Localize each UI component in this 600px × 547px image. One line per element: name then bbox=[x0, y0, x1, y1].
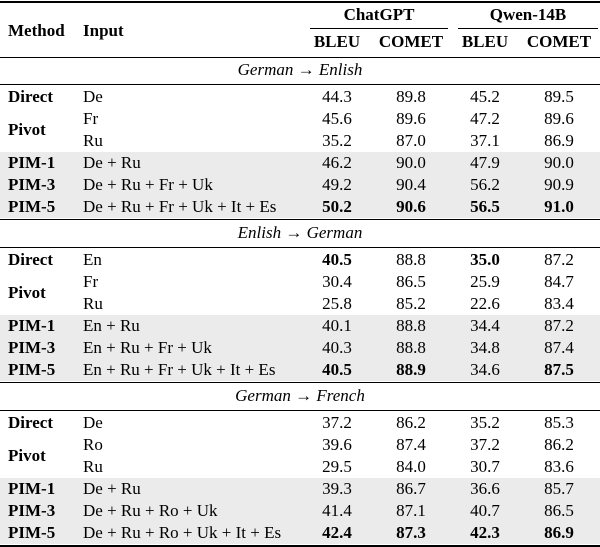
score-cell: 90.0 bbox=[544, 153, 574, 172]
section-title-rule bbox=[0, 410, 600, 411]
score-cell: 40.1 bbox=[322, 316, 352, 335]
score-cell: 39.3 bbox=[322, 479, 352, 498]
score-cell: 88.8 bbox=[396, 338, 426, 357]
score-cell: 35.2 bbox=[322, 131, 352, 150]
section-bottom-rule bbox=[0, 219, 600, 220]
score-cell: 88.8 bbox=[396, 316, 426, 335]
section-title-rule bbox=[0, 84, 600, 85]
score-cell: 88.8 bbox=[396, 250, 426, 269]
input-label: De bbox=[83, 413, 103, 432]
method-label: PIM-5 bbox=[8, 197, 56, 216]
score-cell: 89.5 bbox=[544, 87, 574, 106]
input-label: En + Ru bbox=[83, 316, 140, 335]
input-label: De bbox=[83, 87, 103, 106]
method-label: PIM-5 bbox=[8, 523, 56, 542]
section-bottom-rule bbox=[0, 382, 600, 383]
score-cell: 40.5 bbox=[322, 250, 352, 269]
input-label: Ru bbox=[83, 294, 103, 313]
method-label: Direct bbox=[8, 87, 53, 106]
method-label: PIM-1 bbox=[8, 153, 56, 172]
qwen-comet-header: COMET bbox=[526, 32, 592, 51]
input-label: Ru bbox=[83, 131, 103, 150]
method-header: Method bbox=[8, 21, 65, 40]
score-cell: 88.9 bbox=[396, 360, 426, 379]
score-cell: 86.7 bbox=[396, 479, 426, 498]
section-title: German → Enlish bbox=[237, 60, 363, 79]
score-cell: 49.2 bbox=[322, 175, 352, 194]
score-cell: 40.7 bbox=[470, 501, 500, 520]
method-label: PIM-3 bbox=[8, 175, 56, 194]
input-label: Fr bbox=[83, 272, 99, 291]
method-label: Direct bbox=[8, 250, 53, 269]
input-label: De + Ru + Fr + Uk bbox=[83, 175, 213, 194]
score-cell: 34.8 bbox=[470, 338, 500, 357]
score-cell: 34.6 bbox=[470, 360, 500, 379]
method-label: Pivot bbox=[8, 120, 46, 139]
score-cell: 87.4 bbox=[396, 435, 426, 454]
score-cell: 40.3 bbox=[322, 338, 352, 357]
score-cell: 87.1 bbox=[396, 501, 426, 520]
score-cell: 89.6 bbox=[396, 109, 426, 128]
score-cell: 40.5 bbox=[322, 360, 352, 379]
score-cell: 44.3 bbox=[322, 87, 352, 106]
chatgpt-comet-header: COMET bbox=[378, 32, 444, 51]
score-cell: 41.4 bbox=[322, 501, 352, 520]
score-cell: 47.2 bbox=[470, 109, 500, 128]
score-cell: 35.2 bbox=[470, 413, 500, 432]
method-label: PIM-1 bbox=[8, 479, 56, 498]
score-cell: 90.9 bbox=[544, 175, 574, 194]
method-label: Pivot bbox=[8, 446, 46, 465]
score-cell: 89.8 bbox=[396, 87, 426, 106]
section-title: German → French bbox=[235, 386, 365, 405]
score-cell: 50.2 bbox=[322, 197, 352, 216]
method-label: PIM-5 bbox=[8, 360, 56, 379]
score-cell: 87.0 bbox=[396, 131, 426, 150]
chatgpt-header: ChatGPT bbox=[343, 5, 415, 24]
score-cell: 85.2 bbox=[396, 294, 426, 313]
input-label: Fr bbox=[83, 109, 99, 128]
score-cell: 86.2 bbox=[544, 435, 574, 454]
input-label: En bbox=[83, 250, 102, 269]
score-cell: 85.3 bbox=[544, 413, 574, 432]
input-label: De + Ru + Ro + Uk + It + Es bbox=[83, 523, 282, 542]
score-cell: 84.7 bbox=[544, 272, 574, 291]
score-cell: 83.6 bbox=[544, 457, 574, 476]
score-cell: 42.4 bbox=[322, 523, 352, 542]
input-label: De + Ru + Ro + Uk bbox=[83, 501, 218, 520]
score-cell: 22.6 bbox=[470, 294, 500, 313]
score-cell: 30.7 bbox=[470, 457, 500, 476]
input-label: Ru bbox=[83, 457, 103, 476]
score-cell: 37.2 bbox=[322, 413, 352, 432]
input-label: Ro bbox=[83, 435, 103, 454]
header-bottom-rule bbox=[0, 57, 600, 58]
score-cell: 84.0 bbox=[396, 457, 426, 476]
score-cell: 25.9 bbox=[470, 272, 500, 291]
qwen-bleu-header: BLEU bbox=[461, 32, 509, 51]
section-title: Enlish → German bbox=[237, 223, 363, 242]
qwen-group-rule bbox=[458, 28, 598, 29]
score-cell: 29.5 bbox=[322, 457, 352, 476]
chatgpt-group-rule bbox=[310, 28, 448, 29]
score-cell: 86.9 bbox=[544, 131, 574, 150]
score-cell: 37.1 bbox=[470, 131, 500, 150]
method-label: PIM-1 bbox=[8, 316, 56, 335]
score-cell: 86.5 bbox=[544, 501, 574, 520]
score-cell: 90.0 bbox=[396, 153, 426, 172]
score-cell: 90.4 bbox=[396, 175, 426, 194]
method-label: Pivot bbox=[8, 283, 46, 302]
qwen-header: Qwen-14B bbox=[489, 5, 567, 24]
score-cell: 85.7 bbox=[544, 479, 574, 498]
input-label: De + Ru bbox=[83, 153, 141, 172]
score-cell: 83.4 bbox=[544, 294, 574, 313]
score-cell: 39.6 bbox=[322, 435, 352, 454]
input-label: En + Ru + Fr + Uk bbox=[83, 338, 212, 357]
score-cell: 87.2 bbox=[544, 316, 574, 335]
score-cell: 87.4 bbox=[544, 338, 574, 357]
top-rule bbox=[0, 1, 600, 3]
score-cell: 86.5 bbox=[396, 272, 426, 291]
score-cell: 45.2 bbox=[470, 87, 500, 106]
input-header: Input bbox=[83, 21, 124, 40]
score-cell: 90.6 bbox=[396, 197, 426, 216]
section-title-rule bbox=[0, 247, 600, 248]
score-cell: 37.2 bbox=[470, 435, 500, 454]
score-cell: 87.3 bbox=[396, 523, 426, 542]
score-cell: 47.9 bbox=[470, 153, 500, 172]
score-cell: 34.4 bbox=[470, 316, 500, 335]
score-cell: 86.9 bbox=[544, 523, 574, 542]
input-label: En + Ru + Fr + Uk + It + Es bbox=[83, 360, 276, 379]
score-cell: 36.6 bbox=[470, 479, 500, 498]
score-cell: 87.5 bbox=[544, 360, 574, 379]
score-cell: 56.5 bbox=[470, 197, 500, 216]
method-label: PIM-3 bbox=[8, 338, 56, 357]
score-cell: 45.6 bbox=[322, 109, 352, 128]
input-label: De + Ru bbox=[83, 479, 141, 498]
method-label: PIM-3 bbox=[8, 501, 56, 520]
score-cell: 56.2 bbox=[470, 175, 500, 194]
chatgpt-bleu-header: BLEU bbox=[313, 32, 361, 51]
score-cell: 25.8 bbox=[322, 294, 352, 313]
score-cell: 42.3 bbox=[470, 523, 500, 542]
score-cell: 87.2 bbox=[544, 250, 574, 269]
score-cell: 91.0 bbox=[544, 197, 574, 216]
method-label: Direct bbox=[8, 413, 53, 432]
score-cell: 89.6 bbox=[544, 109, 574, 128]
score-cell: 30.4 bbox=[322, 272, 352, 291]
input-label: De + Ru + Fr + Uk + It + Es bbox=[83, 197, 277, 216]
score-cell: 46.2 bbox=[322, 153, 352, 172]
score-cell: 86.2 bbox=[396, 413, 426, 432]
score-cell: 35.0 bbox=[470, 250, 500, 269]
